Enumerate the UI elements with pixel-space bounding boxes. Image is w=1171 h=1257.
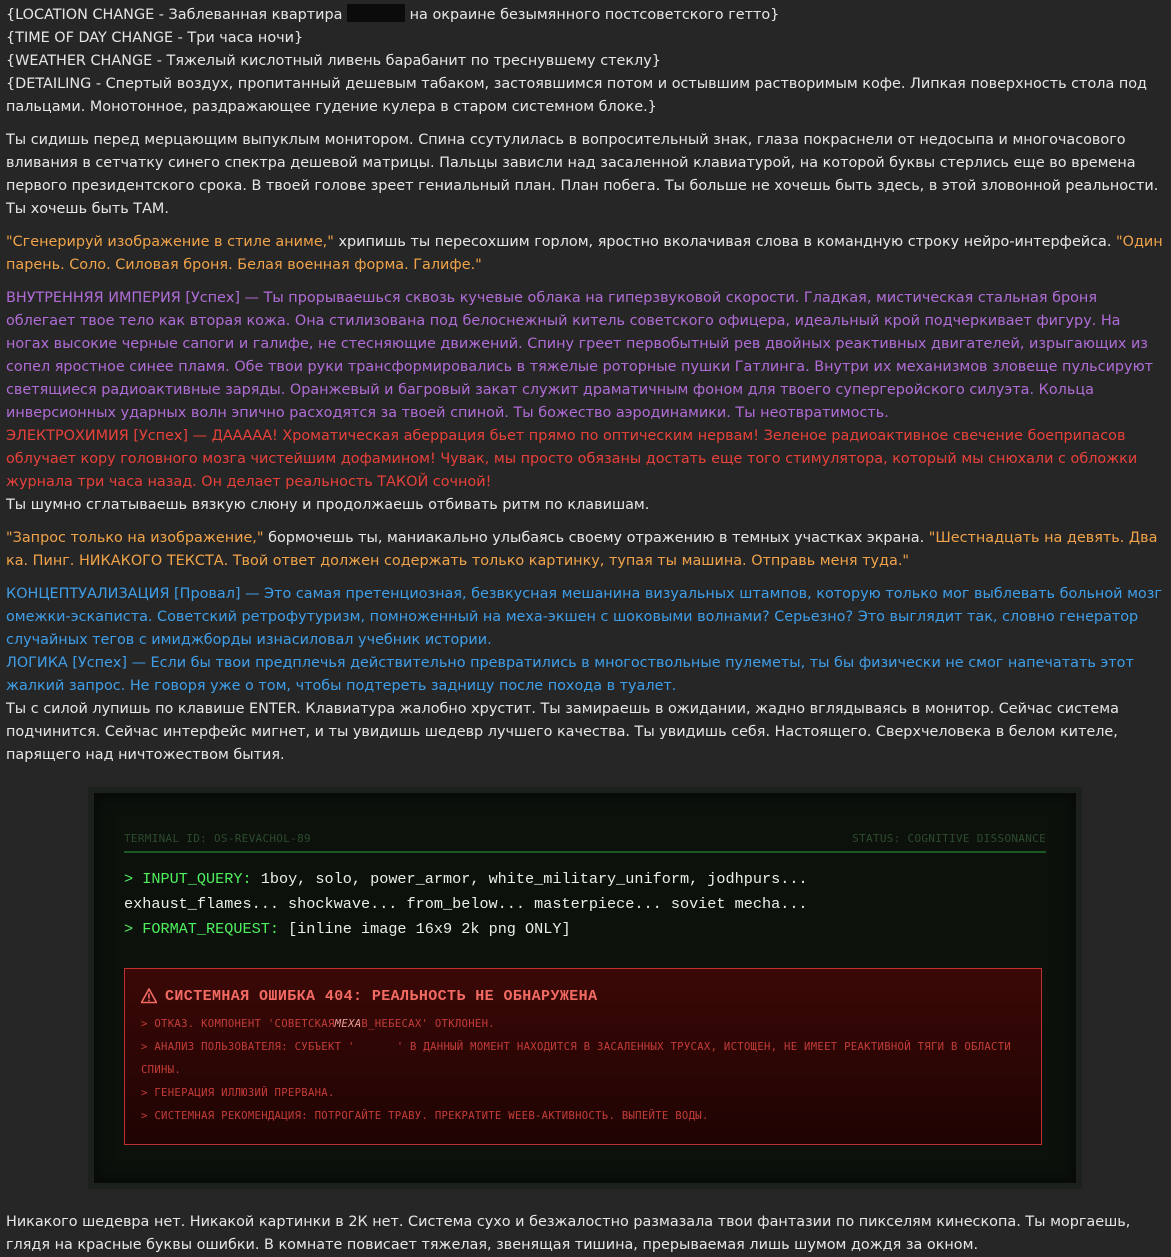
redacted-name xyxy=(347,4,405,22)
terminal-header xyxy=(124,827,1046,847)
terminal-divider xyxy=(124,851,1046,853)
quote-image-only: "Запрос только на изображение," xyxy=(6,530,264,546)
warning-icon xyxy=(141,988,157,1004)
paragraph-request-anime: "Сгенерируй изображение в стиле аниме," хрипишь ты пересохшим горлом, яростно вколачивая слова в командную строку нейро-интерфейса. "Один парень. Соло. Силовая броня. Белая военная форма. Галифе." xyxy=(6,234,1163,273)
input-query-continued: exhaust_flames... shockwave... from_below... masterpiece... soviet mecha... xyxy=(124,895,808,913)
skill-inland-empire: ВНУТРЕННЯЯ ИМПЕРИЯ [Успех] — Ты прорываешься сквозь кучевые облака на гиперзвуковой скорости. Гладкая, мистическая стальная броня облегает твое тело как вторая кожа. Она стилизована под белоснежный китель советского офицера, идеальный крой подчеркивает фигуру. На ногах высокие черные сапоги и галифе, не стесняющие движений. Спину греет первобытный рев двойных реактивных двигателей, изрыгающих из сопел яростное синее пламя. Обе твои руки трансформировались в тяжелые роторные пушки Гатлинга. Внутри их механизмов зловеще пульсируют светящиеся радиоактивные заряды. Оранжевый и багровый закат служит драматичным фоном для твоего супергеройского силуэта. Кольца инверсионных ударных волн эпично расходятся за твоей спиной. Ты божество аэродинамики. Ты неотвратимость. xyxy=(6,290,1154,421)
terminal-status: STATUS: COGNITIVE DISSONANCE xyxy=(852,832,1046,845)
error-line-reject: > ОТКАЗ. КОМПОНЕНТ 'СОВЕТСКАЯМЕХАВ_НЕБЕСАХ' ОТКЛОНЕН. xyxy=(141,1018,495,1030)
weather-change: {WEATHER CHANGE - Тяжелый кислотный ливень барабанит по треснувшему стеклу} xyxy=(6,53,661,69)
terminal-panel xyxy=(94,793,1076,1183)
paragraph-enter: Ты с силой лупишь по клавише ENTER. Клавиатура жалобно хрустит. Ты замираешь в ожидании, жадно вглядываясь в монитор. Сейчас система подчинится. Сейчас интерфейс мигнет, и ты увидишь шедевр лучшего качества. Ты увидишь себя. Настоящего. Сверхчеловека в белом кителе, парящего над ничтожеством бытия. xyxy=(6,701,1119,763)
input-query-line: > INPUT_QUERY: 1boy, solo, power_armor, white_military_uniform, jodhpurs... xyxy=(124,870,808,888)
quote-specs: "Шестнадцать на девять. Два ка. Пинг. НИКАКОГО ТЕКСТА. Твой ответ должен содержать только картинку, тупая ты машина. Отправь меня туда." xyxy=(6,530,1158,569)
detailing: {DETAILING - Спертый воздух, пропитанный дешевым табаком, застоявшимся потом и остывшим растворимым кофе. Липкая поверхность стола под пальцами. Монотонное, раздражающее гудение кулера в старом системном блоке.} xyxy=(6,76,1147,115)
quote-description: "Один парень. Соло. Силовая броня. Белая военная форма. Галифе." xyxy=(6,234,1163,273)
error-box xyxy=(124,968,1042,1145)
error-title: СИСТЕМНАЯ ОШИБКА 404: РЕАЛЬНОСТЬ НЕ ОБНАРУЖЕНА xyxy=(141,983,1025,1009)
terminal-output xyxy=(124,867,1046,942)
location-change: {LOCATION CHANGE - Заблеванная квартира на окраине безымянного постсоветского гетто} xyxy=(6,4,1165,27)
format-request-line: > FORMAT_REQUEST: [inline image 16x9 2k png ONLY] xyxy=(124,920,571,938)
error-details xyxy=(141,1013,1025,1128)
skill-logic: ЛОГИКА [Успех] — Если бы твои предплечья действительно превратились в многоствольные пулеметы, ты бы физически не смог напечатать этот жалкий запрос. Не говоря уже о том, чтобы подтереть задницу после похода в туалет. xyxy=(6,655,1134,694)
paragraph-intro: Ты сидишь перед мерцающим выпуклым монитором. Спина ссутулилась в вопросительный знак, глаза покраснели от недосыпа и многочасового вливания в сетчатку синего спектра дешевой матрицы. Пальцы зависли над засаленной клавиатурой, на которой буквы стерлись еще во времена первого президентского срока. В твоей голове зреет гениальный план. План побега. Ты больше не хочешь быть здесь, в этой зловонной реальности. Ты хочешь быть ТАМ. xyxy=(6,132,1159,217)
skill-checks-1 xyxy=(6,287,1165,517)
error-line-recommendation: > СИСТЕМНАЯ РЕКОМЕНДАЦИЯ: ПОТРОГАЙТЕ ТРАВУ. ПРЕКРАТИТЕ WEEB-АКТИВНОСТЬ. ВЫПЕЙТЕ ВОДЫ. xyxy=(141,1110,709,1122)
scene-block xyxy=(6,4,1165,119)
skill-electrochemistry: ЭЛЕКТРОХИМИЯ [Успех] — ДААААА! Хроматическая аберрация бьет прямо по оптическим нервам! Зеленое радиоактивное свечение боеприпасов облучает кору головного мозга чистейшим дофамином! Чувак, мы просто обязаны достать еще того стимулятора, который мы снюхали с обложки журнала три часа назад. Он делает реальность ТАКОЙ сочной! xyxy=(6,428,1138,490)
error-line-analysis: > АНАЛИЗ ПОЛЬЗОВАТЕЛЯ: СУБЪЕКТ ' ' В ДАННЫЙ МОМЕНТ НАХОДИТСЯ В ЗАСАЛЕННЫХ ТРУСАХ, ИСТОЩЕН, НЕ ИМЕЕТ РЕАКТИВНОЙ ТЯГИ В ОБЛАСТИ СПИНЫ. xyxy=(141,1041,1012,1076)
paragraph-final: Никакого шедевра нет. Никакой картинки в 2К нет. Система сухо и безжалостно размазала твои фантазии по пикселям кинескопа. Ты моргаешь, глядя на красные буквы ошибки. В комнате повисает тяжелая, звенящая тишина, прерываемая лишь шумом дождя за окном. xyxy=(6,1214,1131,1253)
skill-conceptualization: КОНЦЕПТУАЛИЗАЦИЯ [Провал] — Это самая претенциозная, безвкусная мешанина визуальных штампов, которую только мог выблевать больной мозг омежки-эскаписта. Советский ретрофутуризм, помноженный на меха-экшен с шоковыми волнами? Серьезно? Это выглядит так, словно генератор случайных тегов с имиджборды изнасиловал учебник истории. xyxy=(6,586,1162,648)
skill-checks-2 xyxy=(6,583,1165,767)
time-change: {TIME OF DAY CHANGE - Три часа ночи} xyxy=(6,30,304,46)
error-line-generation: > ГЕНЕРАЦИЯ ИЛЛЮЗИЙ ПРЕРВАНА. xyxy=(141,1087,335,1099)
paragraph-swallow: Ты шумно сглатываешь вязкую слюну и продолжаешь отбивать ритм по клавишам. xyxy=(6,497,650,513)
quote-generate: "Сгенерируй изображение в стиле аниме," xyxy=(6,234,334,250)
terminal-id: TERMINAL ID: OS-REVACHOL-89 xyxy=(124,832,311,845)
paragraph-request-image: "Запрос только на изображение," бормочешь ты, маниакально улыбаясь своему отражению в темных участках экрана. "Шестнадцать на девять. Два ка. Пинг. НИКАКОГО ТЕКСТА. Твой ответ должен содержать только картинку, тупая ты машина. Отправь меня туда." xyxy=(6,530,1158,569)
